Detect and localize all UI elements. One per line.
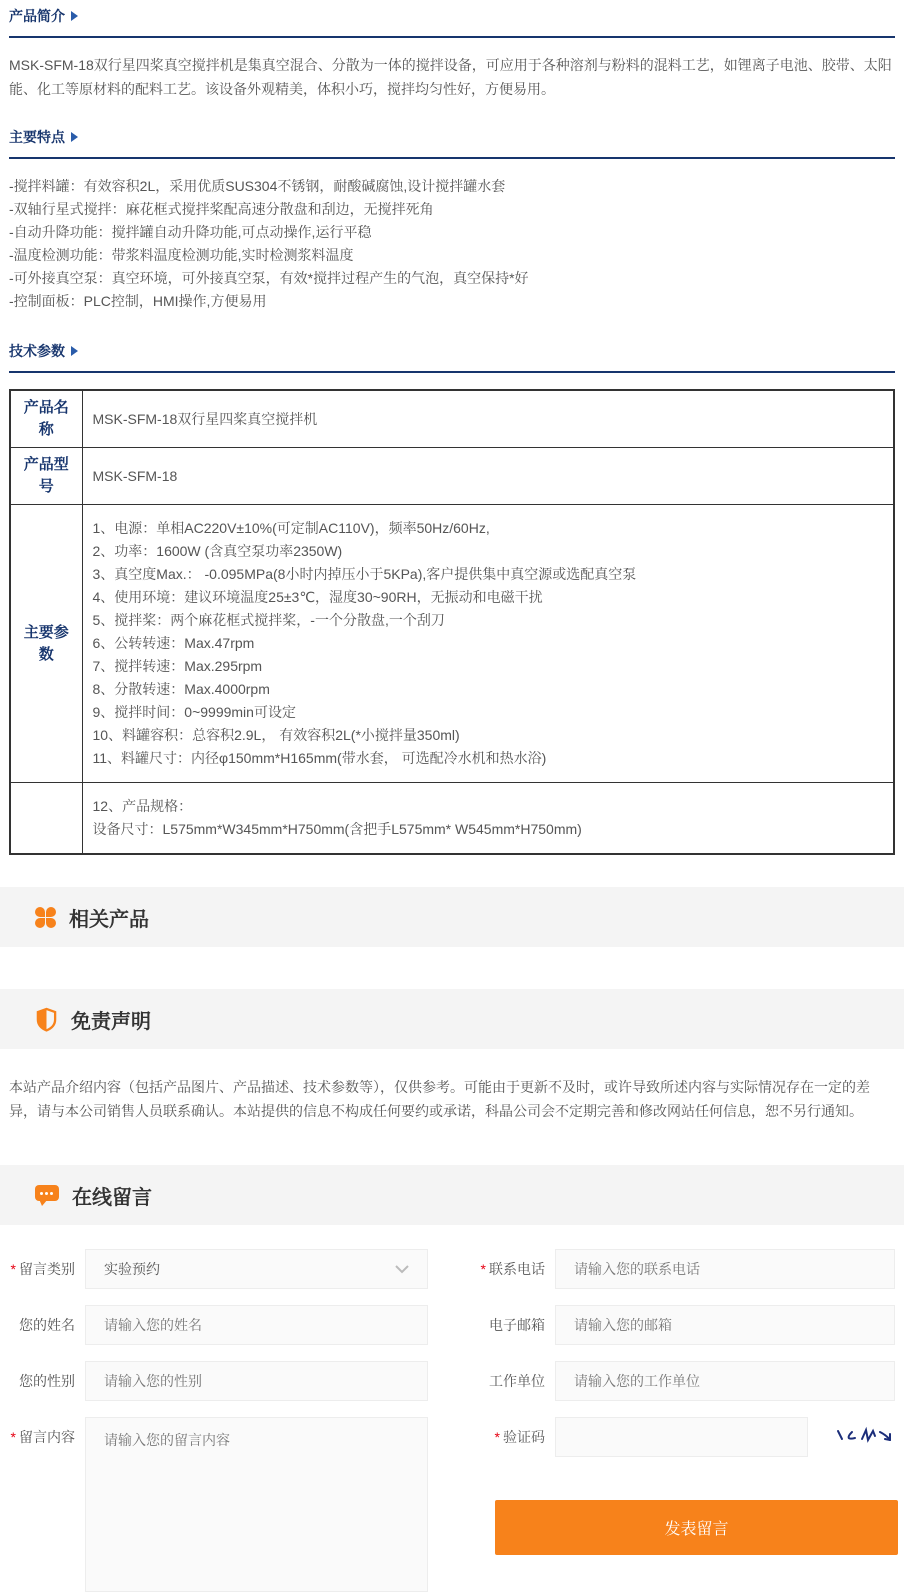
spec-param-line: 7、搅拌转速：Max.295rpm (92, 658, 263, 674)
spec-param-line: 11、料罐尺寸：内径φ150mm*H165mm(带水套， 可选配冷水机和热水浴) (92, 750, 547, 766)
related-products-title: 相关产品 (69, 908, 149, 931)
phone-label: * 联系电话 (480, 1261, 545, 1277)
spec-param-line: 1、电源：单相AC220V±10%(可定制AC110V)，频率50Hz/60Hz, (92, 520, 490, 536)
table-row (10, 783, 894, 855)
online-message-banner (0, 1165, 904, 1225)
section-divider (9, 36, 895, 38)
table-row (10, 390, 894, 448)
message-form (9, 1249, 895, 1595)
triangle-right-icon (71, 132, 78, 142)
content-textarea[interactable] (85, 1417, 428, 1592)
intro-paragraph: MSK-SFM-18双行星四桨真空搅拌机是集真空混合、分散为一体的搅拌设备，可应用于各种溶剂与粉料的混料工艺，如锂离子电池、胶带、太阳能、化工等原材料的配料工艺。该设备外观精美，体积小巧，搅拌均匀性好，方便易用。 (9, 57, 892, 97)
shield-icon (35, 1007, 58, 1032)
gender-label: 您的性别 (19, 1373, 75, 1389)
spec-param-line: 12、产品规格： (92, 798, 193, 814)
form-row (9, 1361, 895, 1401)
section-features-heading (9, 127, 895, 147)
spec-row-value: MSK-SFM-18 (82, 448, 894, 505)
message-type-select[interactable] (85, 1249, 428, 1289)
spec-param-line: 设备尺寸：L575mm*W345mm*H750mm(含把手L575mm* W545mm*H750mm) (92, 821, 582, 837)
online-message-title: 在线留言 (72, 1186, 152, 1209)
captcha-scribble-image[interactable] (832, 1422, 894, 1457)
section-divider (9, 371, 895, 373)
spec-row-header (10, 783, 82, 855)
section-divider (9, 157, 895, 159)
table-row (10, 505, 894, 783)
form-row (9, 1417, 895, 1595)
required-marker: * (10, 1429, 16, 1445)
related-products-banner (0, 887, 904, 947)
submit-message-button[interactable]: 发表留言 (495, 1500, 898, 1555)
field-gender (9, 1361, 428, 1401)
feature-item: -自动升降功能：搅拌罐自动升降功能,可点动操作,运行平稳 (9, 224, 372, 240)
name-input[interactable] (85, 1305, 428, 1345)
feature-item: -可外接真空泵：真空环境，可外接真空泵，有效*搅拌过程产生的气泡，真空保持*好 (9, 270, 529, 286)
spec-param-line: 2、功率：1600W (含真空泵功率2350W) (92, 543, 343, 559)
field-email (428, 1305, 895, 1345)
spec-row-value: MSK-SFM-18双行星四桨真空搅拌机 (82, 390, 894, 448)
disclaimer-banner (0, 989, 904, 1049)
disclaimer-paragraph: 本站产品介绍内容（包括产品图片、产品描述、技术参数等），仅供参考。可能由于更新不及时，或许导致所述内容与实际情况存在一定的差异，请与本公司销售人员联系确认。本站提供的信息不构成任何要约或承诺，科晶公司会不定期完善和修改网站任何信息，恕不另行通知。 (9, 1079, 870, 1119)
field-content (9, 1417, 428, 1595)
feature-item: -双轴行星式搅拌：麻花框式搅拌桨配高速分散盘和刮边，无搅拌死角 (9, 201, 434, 217)
spec-param-line: 9、搅拌时间：0~9999min可设定 (92, 704, 296, 720)
field-phone (428, 1249, 895, 1289)
feature-item: -控制面板：PLC控制，HMI操作,方便易用 (9, 293, 267, 309)
four-petal-icon (35, 907, 56, 928)
email-label: 电子邮箱 (489, 1317, 545, 1333)
features-title: 主要特点 (9, 129, 65, 145)
gender-input[interactable] (85, 1361, 428, 1401)
specs-title: 技术参数 (9, 343, 65, 359)
spec-param-line: 4、使用环境：建议环境温度25±3℃，湿度30~90RH，无振动和电磁干扰 (92, 589, 543, 605)
name-label: 您的姓名 (19, 1317, 75, 1333)
field-captcha-and-submit (428, 1417, 898, 1595)
triangle-right-icon (71, 346, 78, 356)
chat-bubble-icon (35, 1184, 59, 1206)
field-name (9, 1305, 428, 1345)
section-specs-heading (9, 341, 895, 361)
feature-list (9, 175, 895, 313)
spec-row-header: 产品型号 (10, 448, 82, 505)
table-row (10, 448, 894, 505)
required-marker: * (10, 1261, 16, 1277)
spec-row-value (82, 783, 894, 855)
chevron-down-icon (395, 1265, 409, 1274)
field-company (428, 1361, 895, 1401)
phone-input[interactable] (555, 1249, 895, 1289)
captcha-label: * 验证码 (494, 1429, 545, 1445)
spec-param-line: 10、料罐容积：总容积2.9L， 有效容积2L(*小搅拌量350ml) (92, 727, 460, 743)
content-label: * 留言内容 (10, 1429, 75, 1445)
form-row (9, 1249, 895, 1289)
spec-param-line: 8、分散转速：Max.4000rpm (92, 681, 270, 697)
section-intro-heading (9, 6, 895, 26)
intro-title: 产品简介 (9, 8, 65, 24)
disclaimer-title: 免责声明 (71, 1010, 151, 1033)
captcha-input[interactable] (555, 1417, 808, 1457)
form-row (9, 1305, 895, 1345)
spec-row-header: 产品名称 (10, 390, 82, 448)
triangle-right-icon (71, 11, 78, 21)
spec-param-line: 6、公转转速：Max.47rpm (92, 635, 255, 651)
company-input[interactable] (555, 1361, 895, 1401)
company-label: 工作单位 (489, 1373, 545, 1389)
field-captcha (428, 1417, 898, 1457)
feature-item: -温度检测功能：带浆料温度检测功能,实时检测浆料温度 (9, 247, 354, 263)
email-input[interactable] (555, 1305, 895, 1345)
required-marker: * (480, 1261, 486, 1277)
spec-row-value (82, 505, 894, 783)
spec-row-header: 主要参数 (10, 505, 82, 783)
feature-item: -搅拌料罐：有效容积2L，采用优质SUS304不锈钢，耐酸碱腐蚀,设计搅拌罐水套 (9, 178, 506, 194)
spec-param-line: 3、真空度Max.： -0.095MPa(8小时内掉压小于5KPa),客户提供集中真空源或选配真空泵 (92, 566, 637, 582)
spec-table (9, 389, 895, 855)
spec-param-line: 5、搅拌桨：两个麻花框式搅拌桨，-一个分散盘,一个刮刀 (92, 612, 445, 628)
field-message-type (9, 1249, 428, 1289)
required-marker: * (494, 1429, 500, 1445)
message-type-value: 实验预约 (104, 1261, 160, 1277)
message-type-label: * 留言类别 (10, 1261, 75, 1277)
